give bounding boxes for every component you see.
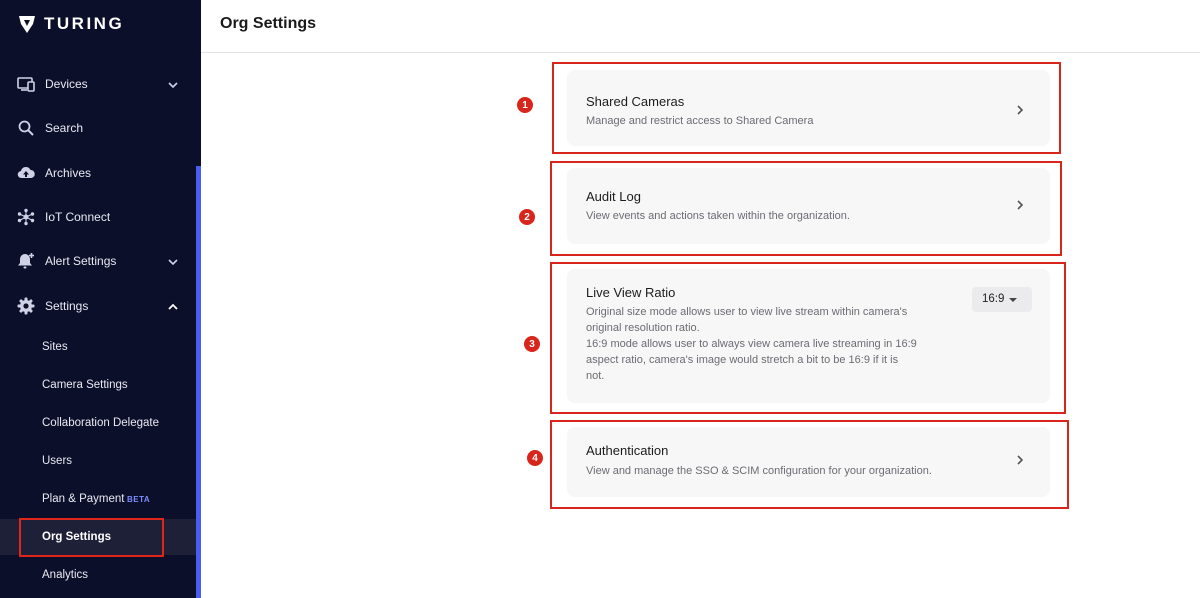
sidebar-subitem-label: Camera Settings: [42, 379, 128, 391]
page-title: Org Settings: [220, 15, 317, 32]
cloud-upload-icon: [17, 164, 35, 182]
sidebar-item-label: Settings: [45, 299, 89, 313]
card-description: View events and actions taken within the organization.: [586, 210, 850, 222]
ratio-select-dropdown[interactable]: [972, 287, 1032, 312]
annotation-number-2: 2: [519, 209, 535, 225]
sidebar-subitem-org-settings[interactable]: [0, 519, 196, 555]
sidebar-item-devices[interactable]: [0, 64, 196, 104]
brand-name: TURING: [44, 14, 125, 33]
page-header: [201, 0, 1200, 53]
description-line: 16:9 mode allows user to always view camera live streaming in 16:9: [586, 338, 917, 350]
beta-badge: BETA: [127, 495, 151, 504]
bell-plus-icon: [17, 252, 35, 270]
sidebar-item-label: Alert Settings: [45, 254, 117, 268]
sidebar-item-iot-connect[interactable]: [0, 197, 196, 237]
sidebar-subitem-label: Analytics: [42, 569, 89, 581]
caret-down-icon: [1009, 298, 1017, 302]
sidebar-item-label: Search: [45, 121, 84, 135]
annotation-number-1: 1: [517, 97, 533, 113]
sidebar-item-archives[interactable]: [0, 153, 196, 193]
sidebar-subitem-label: Users: [42, 455, 73, 467]
description-line: not.: [586, 370, 605, 382]
search-icon: [17, 119, 35, 137]
chevron-right-icon: [1014, 454, 1026, 466]
card-title: Live View Ratio: [586, 285, 676, 300]
brand-logo[interactable]: [18, 14, 124, 34]
sidebar-item-label: Archives: [45, 166, 92, 180]
chevron-right-icon: [1014, 104, 1026, 116]
sidebar-item-label: Devices: [45, 77, 88, 91]
sidebar-item-alert-settings[interactable]: [0, 241, 196, 281]
card-title: Shared Cameras: [586, 94, 685, 109]
card-description: View and manage the SSO & SCIM configuration for your organization.: [586, 465, 932, 477]
description-line: original resolution ratio.: [586, 322, 700, 334]
devices-icon: [17, 75, 35, 93]
sidebar-subitem-users[interactable]: [0, 443, 196, 479]
annotation-number-4: 4: [527, 450, 543, 466]
sidebar: [0, 0, 201, 598]
card-title: Audit Log: [586, 189, 641, 204]
annotation-number-3: 3: [524, 336, 540, 352]
card-shared-cameras[interactable]: [567, 70, 1050, 146]
ratio-select-value: 16:9: [982, 293, 1005, 305]
card-description: [586, 304, 946, 384]
gear-icon: [17, 297, 35, 315]
chevron-right-icon: [1014, 199, 1026, 211]
sidebar-subitem-label: Collaboration Delegate: [42, 417, 159, 429]
sidebar-subitem-label: Plan & Payment: [42, 493, 125, 505]
description-line: aspect ratio, camera's image would stretch a bit to be 16:9 if it is: [586, 354, 899, 366]
sidebar-subitem-collaboration-delegate[interactable]: [0, 405, 196, 441]
chevron-down-icon[interactable]: [166, 255, 180, 269]
card-authentication[interactable]: [567, 427, 1050, 497]
sidebar-item-label: IoT Connect: [45, 210, 111, 224]
card-title: Authentication: [586, 443, 669, 458]
card-live-view-ratio: [567, 269, 1050, 403]
sidebar-subitem-sites[interactable]: [0, 329, 196, 365]
card-audit-log[interactable]: [567, 168, 1050, 244]
sidebar-subitem-camera-settings[interactable]: [0, 367, 196, 403]
hub-icon: [17, 208, 35, 226]
description-line: Original size mode allows user to view live stream within camera's: [586, 306, 908, 318]
sidebar-subitem-label: Org Settings: [42, 531, 112, 543]
turing-logo-icon: [18, 14, 36, 34]
sidebar-subitem-analytics[interactable]: [0, 557, 196, 593]
chevron-down-icon[interactable]: [166, 78, 180, 92]
chevron-up-icon[interactable]: [166, 300, 180, 314]
sidebar-subitem-label: Sites: [42, 341, 68, 353]
sidebar-item-search[interactable]: [0, 108, 196, 148]
sidebar-item-settings[interactable]: [0, 286, 196, 326]
sidebar-scrollbar[interactable]: [196, 166, 201, 598]
card-description: Manage and restrict access to Shared Camera: [586, 115, 814, 127]
sidebar-subitem-plan-payment[interactable]: [0, 481, 196, 517]
